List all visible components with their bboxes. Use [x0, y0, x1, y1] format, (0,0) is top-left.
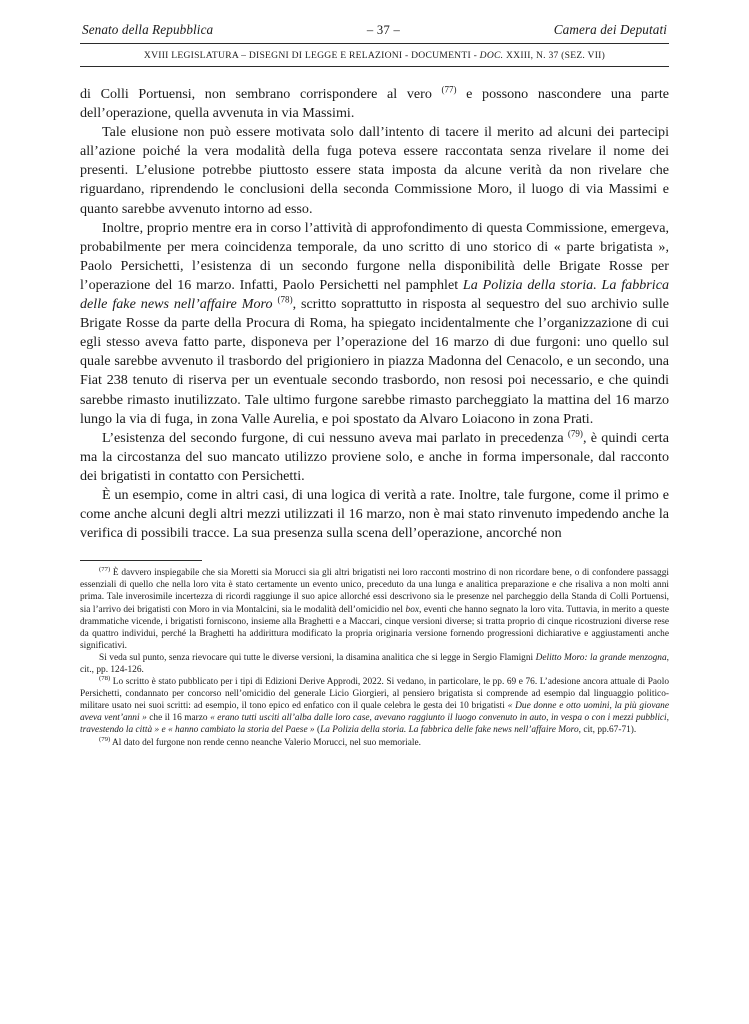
header-left-title: Senato della Repubblica: [82, 22, 214, 37]
footnote-item: [80, 676, 669, 736]
footnotes-section: [80, 567, 669, 748]
text-run: , è quindi certa ma la circostanza del suo mancato utilizzo proviene solo, e anche in forma impersonale, dal racconto dei brigatisti in contatto con Persichetti.: [80, 429, 669, 484]
subheader-pre: XVIII LEGISLATURA – DISEGNI DI LEGGE E RELAZIONI - DOCUMENTI -: [143, 50, 480, 61]
subheader-divider: [80, 66, 669, 67]
body-paragraph: [80, 219, 669, 429]
body-paragraph: [80, 429, 669, 486]
footnote-divider: [80, 560, 202, 561]
footnote-item: [80, 737, 669, 749]
footnote-item: [80, 652, 669, 676]
page-number: – 37 –: [366, 23, 401, 37]
text-run: , cit, pp.67-71).: [578, 725, 637, 736]
text-run: Lo scritto è stato pubblicato per i tipi di Edizioni Derive Approdi, 2022. Si vedano, in particolare, le pp. 69 e 76. L’adesione ancora attuale di Paolo Persichetti, condannato per concorso nell’omicidio del generale Licio Giorgieri, al pensiero brigatista si comprende ad esempio dal linguaggio politico-militare usato nei suoi scritti: ad esempio, il tono epico ed enfatico con il quale celebra le gesta dei 10 brigatisti: [80, 677, 669, 712]
body-paragraph: [80, 85, 669, 123]
footnote-reference: (78): [277, 294, 293, 305]
text-run: Si veda sul punto, senza rievocare qui tutte le diverse versioni, la disamina analitica che si legge in Sergio Flamigni: [99, 652, 536, 663]
text-run: , scritto soprattutto in risposta al sequestro del suo archivio sulle Brigate Rosse da parte della Procura di Roma, ha spiegato incidentalmente che l’organizzazione di cui egli stesso aveva fatto parte, disponeva per l’operazione del 16 marzo di due furgoni: uno quello sul quale sarebbe avvenuto il trasbordo del prigioniero in piazza Madonna del Cenacolo, e un secondo, una Fiat 238 tenuto di riserva per un eventuale secondo trasbordo, non resosi poi necessario, e che quindi sarebbe rimasto inutilizzato. Tale ultimo furgone sarebbe rimasto parcheggiato la mattina del 16 marzo lungo la via di fuga, in zona Valle Aurelia, e poi spostato da Alvaro Loiacono in zona Prati.: [80, 296, 669, 427]
footnote-marker: (77): [99, 566, 111, 574]
footnote-reference: (79): [567, 428, 583, 438]
subheader-doc-label: DOC.: [479, 50, 504, 61]
text-run: di Colli Portuensi, non sembrano corrispondere al vero: [80, 86, 442, 102]
text-run: Inoltre, proprio mentre era in corso l’attività di approfondimento di questa Commissione, emergeva, probabilmente per mera coincidenza temporale, da uno scritto di uno storico di « parte brigatista », Paolo Persichetti, l’esistenza di un secondo furgone nella disponibilità delle Brigate Rosse per l’operazione del 16 marzo. Infatti, Paolo Persichetti nel pamphlet: [80, 219, 669, 293]
text-run: Al dato del furgone non rende cenno neanche Valerio Morucci, nel suo memoriale.: [110, 737, 421, 748]
body-paragraph: [80, 123, 669, 218]
page-header: [80, 22, 669, 38]
footnote-reference: (77): [441, 84, 457, 95]
text-run: È un esempio, come in altri casi, di una logica di verità a rate. Inoltre, tale furgone, come il primo e come anche alcuni degli altri mezzi utilizzati il 16 marzo, non è mai stato rinvenuto impedendo anche la verifica di possibili tracce. La sua presenza sulla scena dell’operazione, ancorché non: [80, 486, 669, 542]
text-run: (: [314, 725, 321, 736]
text-run: , cit., pp. 124-126.: [80, 652, 669, 675]
italic-text: La Polizia della storia. La fabbrica delle fake news nell’affaire Moro: [320, 725, 579, 736]
text-run: L’esistenza del secondo furgone, di cui nessuno aveva mai parlato in precedenza: [102, 429, 568, 446]
text-run: e possono nascondere una parte dell’operazione, quella avvenuta in via Massimi.: [80, 86, 669, 122]
italic-text: box: [405, 604, 420, 615]
text-run: che il 16 marzo: [146, 713, 211, 724]
italic-text: « erano tutti usciti all’alba dalle loro case, avevano raggiunto il luogo convenuto in auto, in vespa o con i mezzi pubblici, travestendo la città » e « hanno cambiato la storia del Paese »: [80, 713, 669, 736]
footnote-marker: (78): [99, 674, 111, 682]
text-run: Tale elusione non può essere motivata solo dall’intento di tacere il merito ad alcuni dei partecipi all’azione poiché la vera modalità della fuga poteva essere raccontata senza rivelare il nome dei presenti. L’elusione potrebbe piuttosto essere stata imposta da alcune verità da non rivelare che riguardano, riprendendo le conclusioni della seconda Commissione Moro, il luogo di via Massimi e quanto sarebbe avvenuto intorno ad esso.: [80, 124, 669, 217]
italic-text: Delitto Moro: la grande menzogna: [535, 652, 667, 663]
italic-text: La Polizia della storia. La fabbrica delle fake news nell’affaire Moro: [80, 276, 669, 313]
footnote-marker: (79): [99, 735, 111, 743]
text-run: , eventi che hanno segnato la loro vita. Tuttavia, in merito a queste drammatiche vicende, i brigatisti forniscono, insieme alla Braghetti e a Maccari, cinque versioni diverse; si tratta proprio di cinque ricostruzioni diverse rese da quattro individui, perché la Braghetti ha addirittura modificato la propria originaria versione fornendo progressioni dichiarative e aggiustamenti anche significativi.: [80, 604, 669, 651]
footnote-item: [80, 567, 669, 652]
document-subheader: [80, 44, 669, 66]
text-run: È davvero inspiegabile che sia Moretti sia Morucci sia gli altri brigatisti nei loro racconti mostrino di non ricordare bene, o di confondere passaggi essenziali di quello che nella loro vita è stato certamente un evento unico, preceduto da una lunga e analitica preparazione e che risaliva a non molti anni prima. Tale inverosimile incertezza di ricordi raggiunge il suo apice allorché essi descrivono sia le presenze nel parcheggio della Standa di Colli Portuensi, sia l’arrivo dei brigatisti con Moro in via Montalcini, sia le modalità dell’omicidio nel: [80, 568, 669, 615]
body-text: [80, 85, 669, 543]
italic-text: « Due donne e otto uomini, la più giovane aveva vent’anni »: [80, 701, 669, 724]
subheader-post: XXIII, N. 37 (SEZ. VII): [503, 50, 606, 61]
header-right-title: Camera dei Deputati: [553, 22, 667, 37]
body-paragraph: [80, 486, 669, 543]
